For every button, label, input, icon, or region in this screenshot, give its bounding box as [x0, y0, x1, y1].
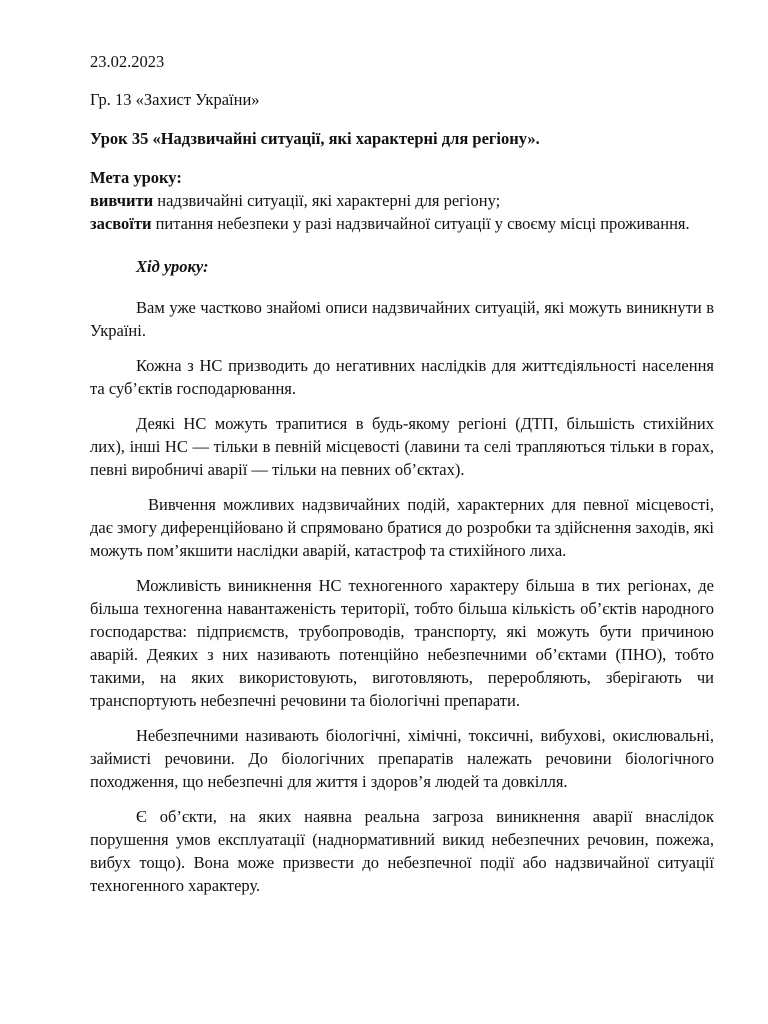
goal-heading: Мета уроку: [90, 168, 182, 187]
goal-item-study [90, 189, 714, 212]
lesson-course-heading: Хід уроку: [136, 257, 209, 276]
body-paragraph: Є об’єкти, на яких наявна реальна загроза виникнення аварії внаслідок порушення умов експлуатації (наднормативний викид небезпечних речовин, пожежа, вибух тощо). Вона може призвести до небезпечної події або надзвичайної ситуації техногенного характеру. [90, 807, 714, 895]
document-page [90, 50, 714, 909]
goal-item-learn [90, 212, 714, 235]
body-paragraph: Можливість виникнення НС техногенного характеру більша в тих регіонах, де більша техногенна навантаженість території, тобто більша кількість об’єктів народного господарства: підприємств, трубопроводів, транспорту, які можуть бути причиною аварій. Деяких з них називають потенційно небезпечними об’єктами (ПНО), тобто такими, на яких використовують, виготовляють, переробляють, зберігають чи транспортують небезпечні речовини та біологічні препарати. [90, 576, 714, 710]
body-paragraph: Кожна з НС призводить до негативних наслідків для життєдіяльності населення та суб’єктів господарювання. [90, 356, 714, 398]
lesson-title: Урок 35 «Надзвичайні ситуації, які характерні для регіону». [90, 129, 540, 148]
group-line: Гр. 13 «Захист України» [90, 90, 260, 109]
body-paragraph: Вам уже частково знайомі описи надзвичайних ситуацій, які можуть виникнути в Україні. [90, 298, 714, 340]
goal-text: надзвичайні ситуації, які характерні для регіону; [153, 191, 501, 210]
body-paragraph: Небезпечними називають біологічні, хімічні, токсичні, вибухові, окислювальні, займисті речовини. До біологічних препаратів належать речовини біологічного походження, що небезпечні для життя і здоров’я людей та довкілля. [90, 726, 714, 791]
goal-keyword: засвоїти [90, 214, 152, 233]
document-date: 23.02.2023 [90, 52, 165, 71]
goal-keyword: вивчити [90, 191, 154, 210]
body-paragraph: Вивчення можливих надзвичайних подій, характерних для певної місцевості, дає змогу диференційовано й спрямовано братися до розробки та здійснення заходів, які можуть пом’якшити наслідки аварій, катастроф та стихійного лиха. [90, 495, 714, 560]
goal-text: питання небезпеки у разі надзвичайної ситуації у своєму місці проживання. [151, 214, 690, 233]
body-paragraph: Деякі НС можуть трапитися в будь-якому регіоні (ДТП, більшість стихійних лих), інші НС — тільки в певній місцевості (лавини та селі трапляються тільки в горах, певні виробничі аварії — тільки на певних об’єктах). [90, 414, 714, 479]
lesson-goal [90, 166, 714, 235]
